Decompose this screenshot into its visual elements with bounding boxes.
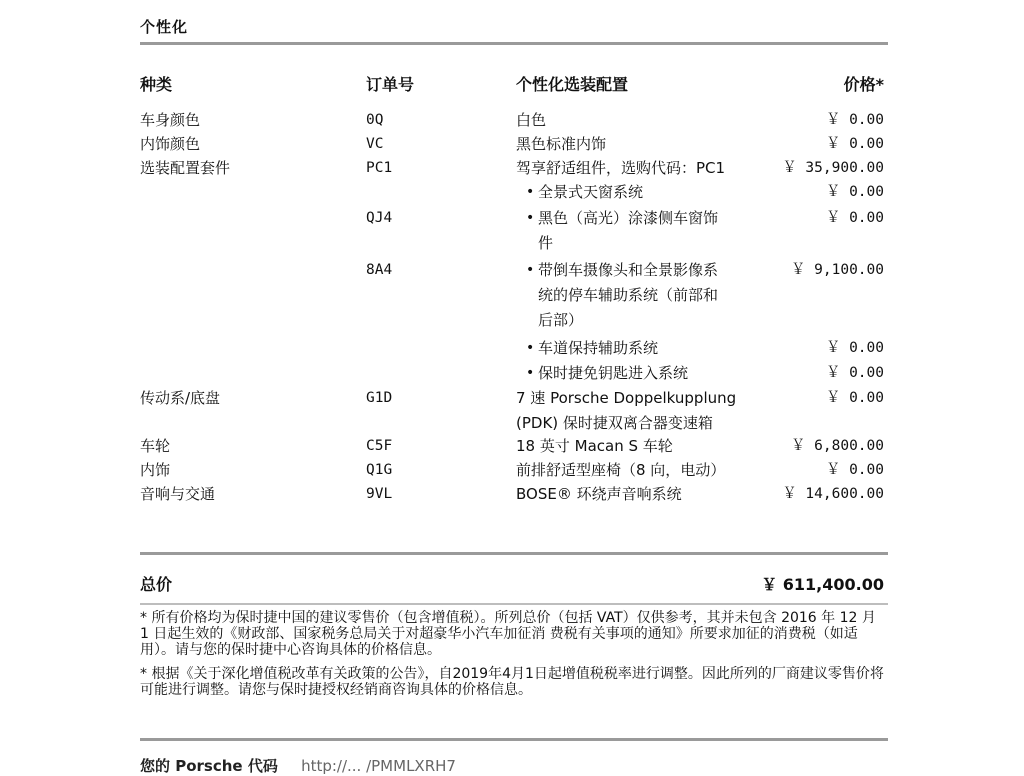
row-description-line: 黑色（高光）涂漆侧车窗饰 <box>538 209 719 227</box>
row-price: ￥ 0.00 <box>825 210 884 226</box>
row-price: ￥ 0.00 <box>825 365 884 381</box>
section-divider <box>140 42 888 45</box>
row-description: 18 英寸 Macan S 车轮 <box>516 437 673 455</box>
row-description <box>538 258 784 333</box>
row-category: 内饰颜色 <box>140 135 201 153</box>
section-title: 个性化 <box>140 18 189 36</box>
row-description: BOSE® 环绕声音响系统 <box>516 485 682 503</box>
bullet-icon: • <box>526 210 535 226</box>
porsche-code <box>140 755 456 776</box>
row-code: QJ4 <box>366 210 393 226</box>
row-description-line: (PDK) 保时捷双离合器变速箱 <box>516 414 713 432</box>
row-price: ￥ 9,100.00 <box>790 262 884 278</box>
total-value: ￥ 611,400.00 <box>761 575 884 594</box>
total-divider-top <box>140 552 888 555</box>
row-description: 前排舒适型座椅（8 向，电动） <box>516 461 726 479</box>
bullet-icon: • <box>526 340 535 356</box>
header-category: 种类 <box>140 75 173 94</box>
row-category: 音响与交通 <box>140 485 216 503</box>
row-price: ￥ 0.00 <box>825 390 884 406</box>
bottom-divider <box>140 738 888 741</box>
row-code: G1D <box>366 390 393 406</box>
row-description <box>538 206 784 256</box>
row-price: ￥ 0.00 <box>825 184 884 200</box>
row-description: 白色 <box>516 111 547 129</box>
footnote: * 所有价格均为保时捷中国的建议零售价（包含增值税）。所列总价（包括 VAT）仅供参考，其并未包含 2016 年 12 月 1 日起生效的《财政部、国家税务总局关于对超豪华小汽车加征消 费税有关事项的通知》所要求加征的消费税（如适用）。请与您的保时捷中心咨询具体的价格信息。 <box>140 610 876 658</box>
row-description: 车道保持辅助系统 <box>538 339 659 357</box>
row-description: 保时捷免钥匙进入系统 <box>538 364 689 382</box>
row-price: ￥ 14,600.00 <box>782 486 884 502</box>
row-description-line: 带倒车摄像头和全景影像系 <box>538 261 719 279</box>
row-description: 黑色标准内饰 <box>516 135 607 153</box>
row-category: 车身颜色 <box>140 111 201 129</box>
row-price: ￥ 0.00 <box>825 136 884 152</box>
row-code: Q1G <box>366 462 393 478</box>
row-description-line: 后部） <box>538 311 584 329</box>
row-description: 驾享舒适组件，选购代码：PC1 <box>516 159 726 177</box>
row-category: 内饰 <box>140 461 171 479</box>
total-label: 总价 <box>140 575 173 594</box>
footnotes <box>140 610 886 706</box>
row-code: 8A4 <box>366 262 393 278</box>
row-description-line: 7 速 Porsche Doppelkupplung <box>516 389 737 407</box>
porsche-code-label: 您的 Porsche 代码 <box>140 757 278 775</box>
header-code: 订单号 <box>366 75 415 94</box>
row-code: VC <box>366 136 384 152</box>
row-category: 传动系/底盘 <box>140 389 221 407</box>
header-description: 个性化选装配置 <box>516 75 629 94</box>
row-code: 0Q <box>366 112 384 128</box>
row-code: 9VL <box>366 486 393 502</box>
row-price: ￥ 6,800.00 <box>790 438 884 454</box>
row-description-line: 统的停车辅助系统（前部和 <box>538 286 719 304</box>
header-price: 价格* <box>843 75 884 94</box>
row-category: 选装配置套件 <box>140 159 231 177</box>
total-divider-bottom <box>140 603 888 605</box>
bullet-icon: • <box>526 365 535 381</box>
row-description: 全景式天窗系统 <box>538 183 644 201</box>
row-description <box>516 386 784 436</box>
row-description-line: 件 <box>538 234 554 252</box>
row-code: C5F <box>366 438 393 454</box>
row-price: ￥ 0.00 <box>825 340 884 356</box>
footnote: * 根据《关于深化增值税改革有关政策的公告》，自2019年4月1日起增值税税率进行调整。因此所列的厂商建议零售价将可能进行调整。请您与保时捷授权经销商咨询具体的价格信息。 <box>140 666 884 698</box>
row-price: ￥ 35,900.00 <box>782 160 884 176</box>
row-category: 车轮 <box>140 437 171 455</box>
row-price: ￥ 0.00 <box>825 112 884 128</box>
row-price: ￥ 0.00 <box>825 462 884 478</box>
porsche-code-link[interactable]: http://... /PMMLXRH7 <box>301 757 456 775</box>
personalization-page <box>140 0 886 775</box>
bullet-icon: • <box>526 262 535 278</box>
row-code: PC1 <box>366 160 393 176</box>
bullet-icon: • <box>526 184 535 200</box>
